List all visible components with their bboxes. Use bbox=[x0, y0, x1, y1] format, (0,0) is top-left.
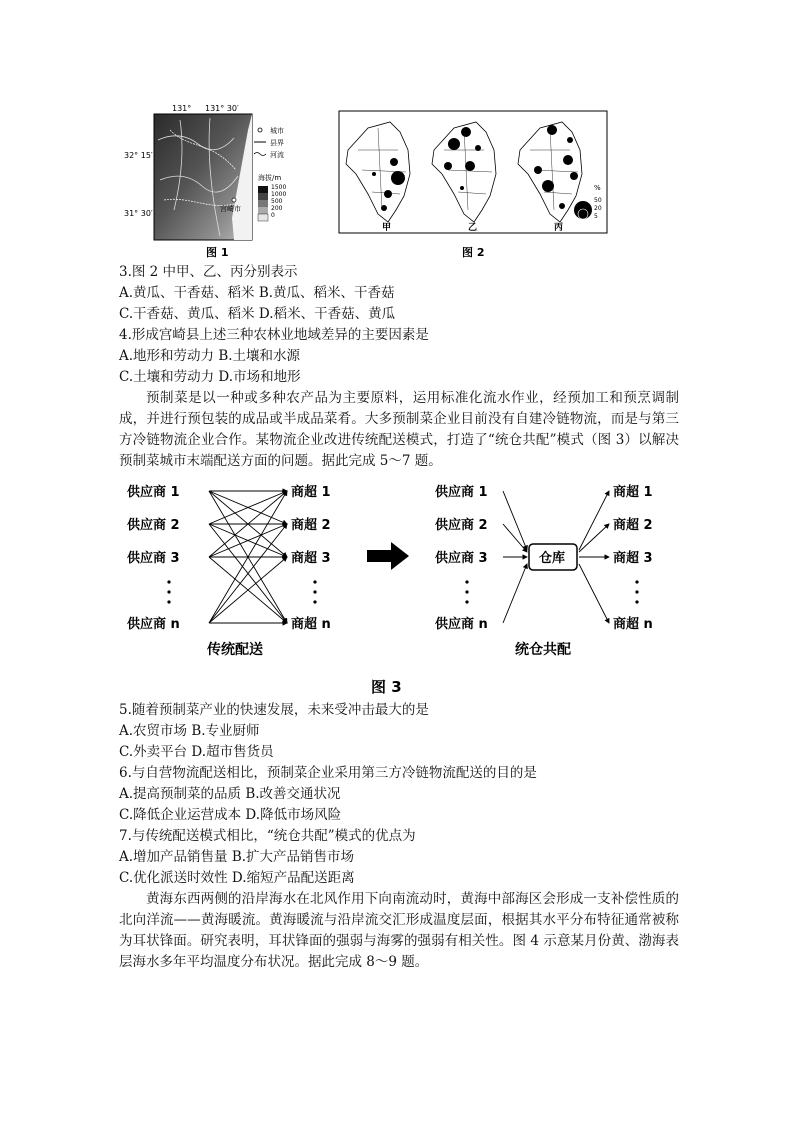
legend-value-1: 50 bbox=[594, 197, 602, 204]
legend-value-2: 20 bbox=[594, 205, 602, 212]
legend-unit: % bbox=[594, 184, 601, 192]
right-supplier-3: 供应商 3 bbox=[435, 551, 488, 566]
traditional-title: 传统配送 bbox=[207, 642, 263, 658]
elevation-swatch-3 bbox=[258, 200, 268, 207]
legend-circle-large bbox=[574, 201, 592, 219]
question-3-option-cd: C.干香菇、黄瓜、稻米 D.稻米、干香菇、黄瓜 bbox=[119, 306, 396, 322]
questions-3-4 bbox=[119, 262, 679, 472]
left-market-3: 商超 3 bbox=[291, 551, 331, 566]
figure-2-maps bbox=[338, 110, 610, 262]
question-3-option-ab: A.黄瓜、干香菇、稻米 B.黄瓜、稻米、干香菇 bbox=[119, 285, 395, 301]
figure-1-caption: 图 1 bbox=[206, 246, 229, 259]
elevation-title: 海拔/m bbox=[258, 174, 282, 182]
question-7-stem: 7.与传统配送模式相比，“统仓共配”模式的优点为 bbox=[119, 828, 416, 844]
elevation-value-5: 0 bbox=[271, 212, 275, 219]
unified-title: 统仓共配 bbox=[515, 642, 571, 658]
figure-row bbox=[124, 100, 620, 262]
warehouse-label: 仓库 bbox=[539, 551, 566, 566]
right-market-3: 商超 3 bbox=[613, 551, 653, 566]
lat-label-2: 31° 30′ bbox=[124, 209, 153, 218]
elevation-swatch-4 bbox=[258, 207, 268, 214]
paragraph-prepared-food: 预制菜是以一种或多种农产品为主要原料，运用标准化流水作业，经预加工和预烹调制成，并进行预包装的成品或半成品菜肴。大多预制菜企业目前没有自建冷链物流，而是与第三方冷链物流企业合作。某物流企业改进传统配送模式，打造了“统仓共配”模式（图 3）以解决预制菜城市末端配送方面的问题。据此完成 5～7 题。 bbox=[119, 390, 679, 469]
left-supplier-1: 供应商 1 bbox=[127, 485, 180, 500]
right-supplier-n: 供应商 n bbox=[435, 617, 488, 632]
figure-3-caption: 图 3 bbox=[371, 678, 402, 696]
question-6-option-cd: C.降低企业运营成本 D.降低市场风险 bbox=[119, 807, 342, 823]
city-label: 宫崎市 bbox=[220, 205, 241, 213]
lon-label-1: 131° bbox=[172, 104, 192, 113]
mesh-arrows bbox=[209, 491, 287, 623]
legend-city-label: 城市 bbox=[270, 127, 284, 135]
figure-1-map bbox=[124, 100, 340, 262]
legend-county-label: 县界 bbox=[270, 139, 284, 147]
question-7-option-ab: A.增加产品销售量 B.扩大产品销售市场 bbox=[119, 849, 355, 865]
map-yi-label: 乙 bbox=[468, 223, 478, 233]
right-market-1: 商超 1 bbox=[613, 485, 653, 500]
figure-3-diagram bbox=[119, 474, 679, 698]
question-4-option-cd: C.土壤和劳动力 D.市场和地形 bbox=[119, 369, 301, 385]
transition-arrow-icon bbox=[367, 542, 409, 570]
question-6-option-ab: A.提高预制菜的品质 B.改善交通状况 bbox=[119, 786, 341, 802]
questions-5-7 bbox=[119, 700, 679, 973]
paragraph-yellow-sea: 黄海东西两侧的沿岸海水在北风作用下向南流动时，黄海中部海区会形成一支补偿性质的北向洋流——黄海暖流。黄海暖流与沿岸流交汇形成温度层面，根据其水平分布特征通常被称为耳状锋面。研究表明，耳状锋面的强弱与海雾的强弱有相关性。图 4 示意某月份黄、渤海表层海水多年平均温度分布状况。据此完成 8～9 题。 bbox=[119, 891, 679, 970]
right-ellipsis bbox=[465, 580, 638, 603]
question-5-stem: 5.随着预制菜产业的快速发展，未来受冲击最大的是 bbox=[119, 702, 429, 718]
elevation-value-4: 200 bbox=[271, 205, 283, 212]
question-5-option-ab: A.农贸市场 B.专业厨师 bbox=[119, 723, 260, 739]
city-icon bbox=[258, 128, 262, 132]
unified-delivery bbox=[435, 484, 653, 658]
map-bing-label: 丙 bbox=[554, 223, 564, 233]
lon-label-2: 131° 30′ bbox=[205, 104, 239, 113]
city-dot bbox=[232, 198, 236, 202]
elevation-swatch-1 bbox=[258, 186, 268, 193]
elevation-value-3: 500 bbox=[271, 198, 283, 205]
legend-value-3: 5 bbox=[594, 213, 598, 220]
question-4-stem: 4.形成宫崎县上述三种农林业地域差异的主要因素是 bbox=[119, 327, 429, 343]
map-jia-label: 甲 bbox=[382, 223, 392, 233]
right-supplier-2: 供应商 2 bbox=[435, 518, 488, 533]
left-supplier-n: 供应商 n bbox=[127, 617, 180, 632]
elevation-swatch-2 bbox=[258, 193, 268, 200]
lat-label-1: 32° 15′ bbox=[124, 151, 153, 160]
question-3-stem: 3.图 2 中甲、乙、丙分别表示 bbox=[119, 264, 298, 280]
question-7-option-cd: C.优化派送时效性 D.缩短产品配送距离 bbox=[119, 870, 355, 886]
right-supplier-1: 供应商 1 bbox=[435, 485, 488, 500]
left-market-2: 商超 2 bbox=[291, 518, 331, 533]
elevation-value-2: 1000 bbox=[271, 191, 287, 198]
left-ellipsis bbox=[167, 580, 316, 603]
left-market-n: 商超 n bbox=[291, 617, 331, 632]
question-4-option-ab: A.地形和劳动力 B.土壤和水源 bbox=[119, 348, 301, 364]
left-supplier-2: 供应商 2 bbox=[127, 518, 180, 533]
right-market-2: 商超 2 bbox=[613, 518, 653, 533]
elevation-swatch-5 bbox=[258, 214, 268, 221]
left-market-1: 商超 1 bbox=[291, 485, 331, 500]
question-6-stem: 6.与自营物流配送相比，预制菜企业采用第三方冷链物流配送的目的是 bbox=[119, 765, 537, 781]
question-5-option-cd: C.外卖平台 D.超市售货员 bbox=[119, 744, 274, 760]
legend-river-label: 河流 bbox=[270, 151, 284, 159]
traditional-delivery bbox=[127, 484, 331, 658]
river-icon bbox=[254, 153, 266, 156]
left-supplier-3: 供应商 3 bbox=[127, 551, 180, 566]
right-market-n: 商超 n bbox=[613, 617, 653, 632]
figure-2-caption: 图 2 bbox=[462, 246, 485, 259]
elevation-value-1: 1500 bbox=[271, 184, 287, 191]
